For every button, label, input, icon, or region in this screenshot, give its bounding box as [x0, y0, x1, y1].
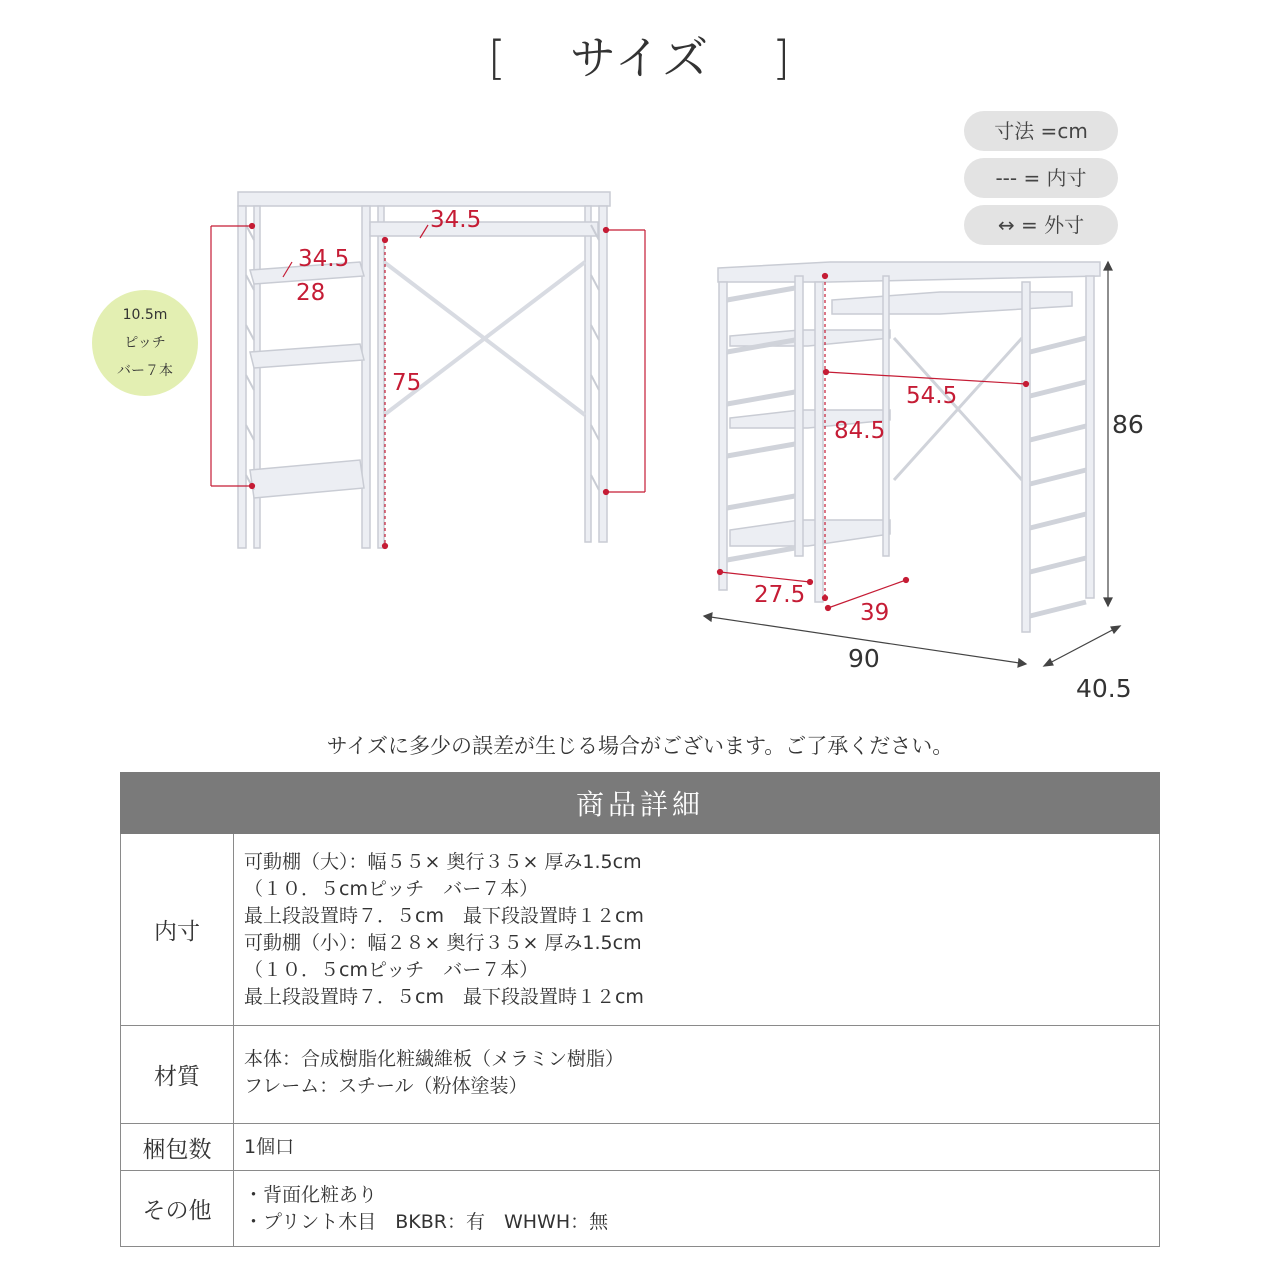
spec-row-inner-size	[121, 834, 1160, 1026]
spec-line: （１０．５cmピッチ バー７本）	[244, 877, 539, 900]
spec-row-package	[121, 1124, 1160, 1171]
title-text: サイズ	[569, 31, 711, 85]
dim-persp-inner-height: 84.5	[834, 418, 886, 444]
spec-row-other	[121, 1171, 1160, 1247]
dim-persp-outer-depth: 40.5	[1076, 674, 1132, 703]
dim-front-inner-height: 75	[392, 370, 422, 396]
dim-persp-outer-height: 86	[1112, 410, 1144, 439]
pitch-badge-line2: ピッチ	[124, 335, 166, 351]
spec-label: 材質	[121, 1026, 234, 1124]
dim-persp-inner-width: 54.5	[906, 383, 958, 409]
pitch-badge-line1: 10.5m	[122, 307, 168, 323]
spec-table	[120, 772, 1160, 1247]
spec-row-material	[121, 1026, 1160, 1124]
size-disclaimer: サイズに多少の誤差が生じる場合がございます。ご了承ください。	[326, 734, 954, 758]
spec-line: 最上段設置時７．５cm 最下段設置時１２cm	[244, 904, 644, 927]
dim-front-small-depth: 34.5	[298, 246, 350, 272]
spec-value	[234, 1171, 1160, 1247]
dim-persp-outer-width: 90	[848, 644, 880, 673]
title-bracket-open: [	[487, 31, 508, 85]
spec-line: ・プリント木目 BKBR：有 WHWH：無	[244, 1210, 609, 1233]
legend-unit: 寸法 =cm	[964, 111, 1118, 151]
spec-line: 可動棚（小）：幅２８× 奥行３５× 厚み1.5cm	[244, 931, 642, 954]
spec-value	[234, 834, 1160, 1026]
spec-value	[234, 1124, 1160, 1171]
legend-inner: --- = 内寸	[964, 158, 1118, 198]
spec-label: その他	[121, 1171, 234, 1247]
spec-line: 最上段設置時７．５cm 最下段設置時１２cm	[244, 985, 644, 1008]
spec-header: 商品詳細	[121, 773, 1160, 834]
pitch-badge-line3: バー７本	[117, 363, 173, 379]
spec-line: 本体：合成樹脂化粧繊維板（メラミン樹脂）	[244, 1048, 625, 1070]
dim-front-small-width: 28	[296, 280, 326, 306]
front-view-rack	[238, 192, 610, 548]
dim-persp-small-width: 27.5	[754, 582, 806, 608]
spec-line: 1個口	[244, 1135, 295, 1158]
dim-front-shelf-top: 34.5	[430, 207, 482, 233]
spec-label: 梱包数	[121, 1124, 234, 1171]
dim-persp-small-depth: 39	[860, 600, 890, 626]
legend-outer: ↔ = 外寸	[964, 205, 1118, 245]
spec-value	[234, 1026, 1160, 1124]
spec-line: フレーム：スチール（粉体塗装）	[244, 1075, 528, 1097]
spec-line: （１０．５cmピッチ バー７本）	[244, 958, 539, 981]
spec-line: ・背面化粧あり	[244, 1183, 378, 1206]
spec-header-row	[121, 773, 1160, 834]
spec-label: 内寸	[121, 834, 234, 1026]
title-bracket-close: ]	[772, 31, 793, 85]
spec-line: 可動棚（大）：幅５５× 奥行３５× 厚み1.5cm	[244, 850, 642, 873]
